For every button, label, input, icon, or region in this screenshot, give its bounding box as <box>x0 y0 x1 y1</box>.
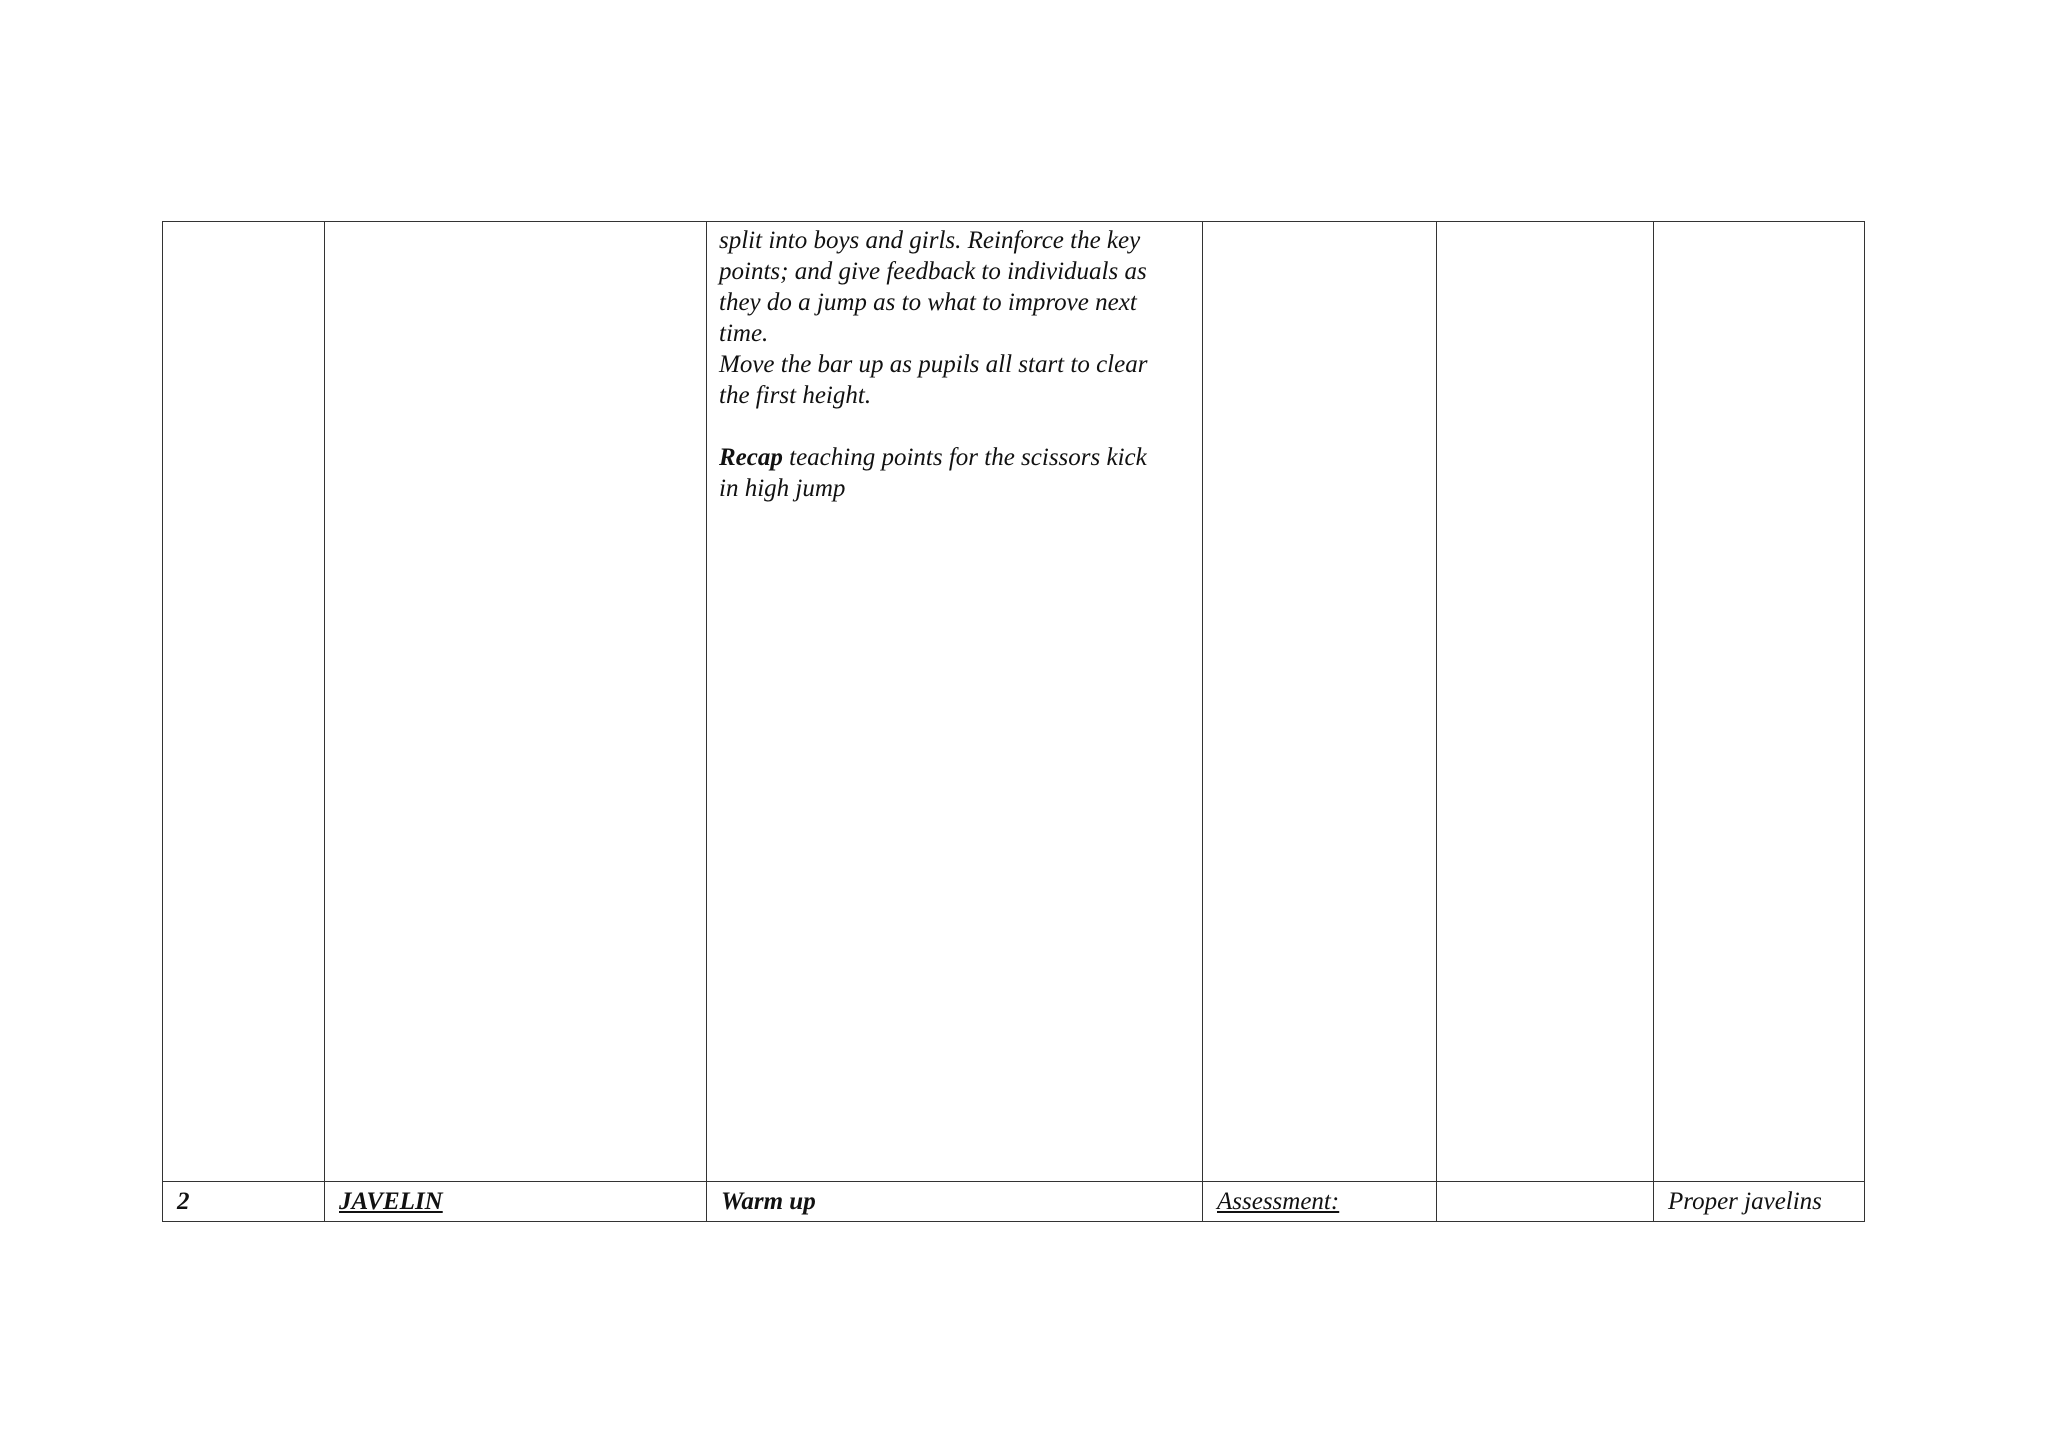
resources-cell <box>1654 222 1865 1182</box>
recap-label: Recap <box>719 444 783 471</box>
recap-line-2: in high jump <box>719 475 846 502</box>
activity-line: they do a jump as to what to improve next <box>719 289 1137 316</box>
recap-line <box>719 442 1190 473</box>
table-row <box>163 222 1865 1182</box>
lesson-number-cell <box>163 1182 325 1222</box>
table-row <box>163 1182 1865 1222</box>
activity-line: Move the bar up as pupils all start to clear <box>719 351 1148 378</box>
notes-cell <box>1437 222 1654 1182</box>
assessment-heading: Assessment: <box>1217 1188 1340 1215</box>
activity-line: points; and give feedback to individuals as <box>719 258 1147 285</box>
assessment-cell <box>1203 1182 1437 1222</box>
lesson-number-cell <box>163 222 325 1182</box>
assessment-cell <box>1203 222 1437 1182</box>
activity-cell <box>707 222 1203 1182</box>
activity-line: split into boys and girls. Reinforce the key <box>719 227 1141 254</box>
topic-cell <box>325 222 707 1182</box>
lesson-topic: JAVELIN <box>339 1188 443 1215</box>
topic-cell <box>325 1182 707 1222</box>
activity-heading: Warm up <box>721 1188 816 1215</box>
lesson-plan-table <box>162 221 1865 1222</box>
recap-text: teaching points for the scissors kick <box>782 444 1147 471</box>
activity-line: the first height. <box>719 382 872 409</box>
activity-cell <box>707 1182 1203 1222</box>
activity-line: time. <box>719 320 769 347</box>
resources-text: Proper javelins <box>1668 1188 1822 1215</box>
notes-cell <box>1437 1182 1654 1222</box>
lesson-number: 2 <box>177 1188 190 1215</box>
paragraph-spacer <box>719 411 1190 442</box>
resources-cell <box>1654 1182 1865 1222</box>
